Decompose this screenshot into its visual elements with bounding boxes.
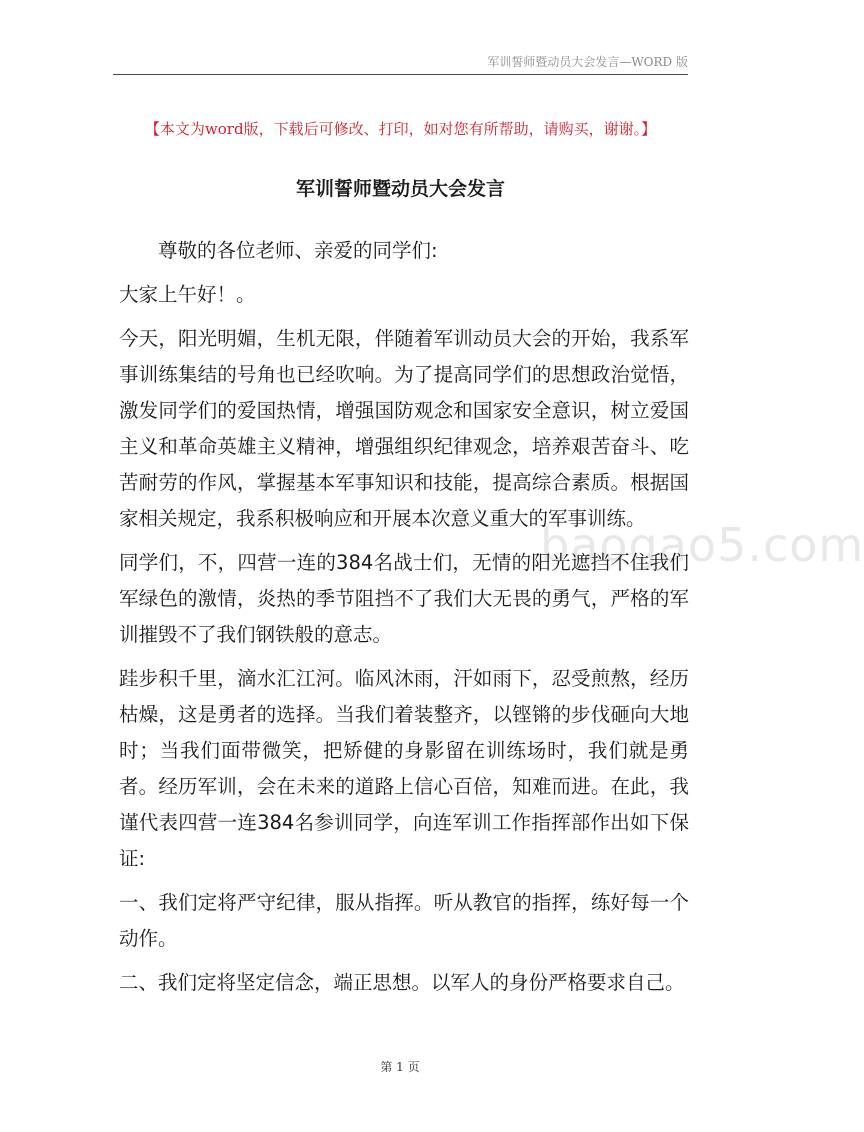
salutation: 尊敬的各位老师、亲爱的同学们:: [158, 239, 438, 262]
download-notice: 【本文为word版，下载后可修改、打印，如对您有所帮助，请购买，谢谢。】: [144, 120, 657, 138]
running-header: 军训誓师暨动员大会发言—WORD 版: [487, 55, 688, 69]
pledge-item-2: 二、我们定将坚定信念，端正思想。以军人的身份严格要求自己。: [119, 971, 685, 994]
document-title: 军训誓师暨动员大会发言: [295, 178, 505, 200]
page-number: 第 1 页: [380, 1060, 420, 1074]
greeting: 大家上午好！。: [119, 283, 256, 306]
paragraph-students: 同学们，不，四营一连的384名战士们，无情的阳光遮挡不住我们军绿色的激情，炎热的季节阻挡不了我们大无畏的勇气，严格的军训摧毁不了我们钢铁般的意志。: [119, 551, 689, 646]
paragraph-intro: 今天，阳光明媚，生机无限，伴随着军训动员大会的开始，我系军事训练集结的号角也已经吹响。为了提高同学们的思想政治觉悟，激发同学们的爱国热情，增强国防观念和国家安全意识，树立爱国主义和革命英雄主义精神，增强组织纪律观念，培养艰苦奋斗、吃苦耐劳的作风，掌握基本军事知识和技能，提高综合素质。根据国家相关规定，我系积极响应和开展本次意义重大的军事训练。: [119, 327, 689, 530]
watermark: baogao5.com: [540, 518, 864, 572]
header-divider: [113, 74, 688, 75]
document-body: [119, 233, 689, 1001]
paragraph-pledge: 跬步积千里，滴水汇江河。临风沐雨，汗如雨下，忍受煎熬，经历枯燥，这是勇者的选择。当我们着装整齐，以铿锵的步伐砸向大地时；当我们面带微笑，把矫健的身影留在训练场时，我们就是勇者。经历军训，会在未来的道路上信心百倍，知难而进。在此，我谨代表四营一连384名参训同学，向连军训工作指挥部作出如下保证:: [119, 667, 689, 870]
pledge-item-1: 一、我们定将严守纪律，服从指挥。听从教官的指挥，练好每一个动作。: [119, 891, 689, 950]
